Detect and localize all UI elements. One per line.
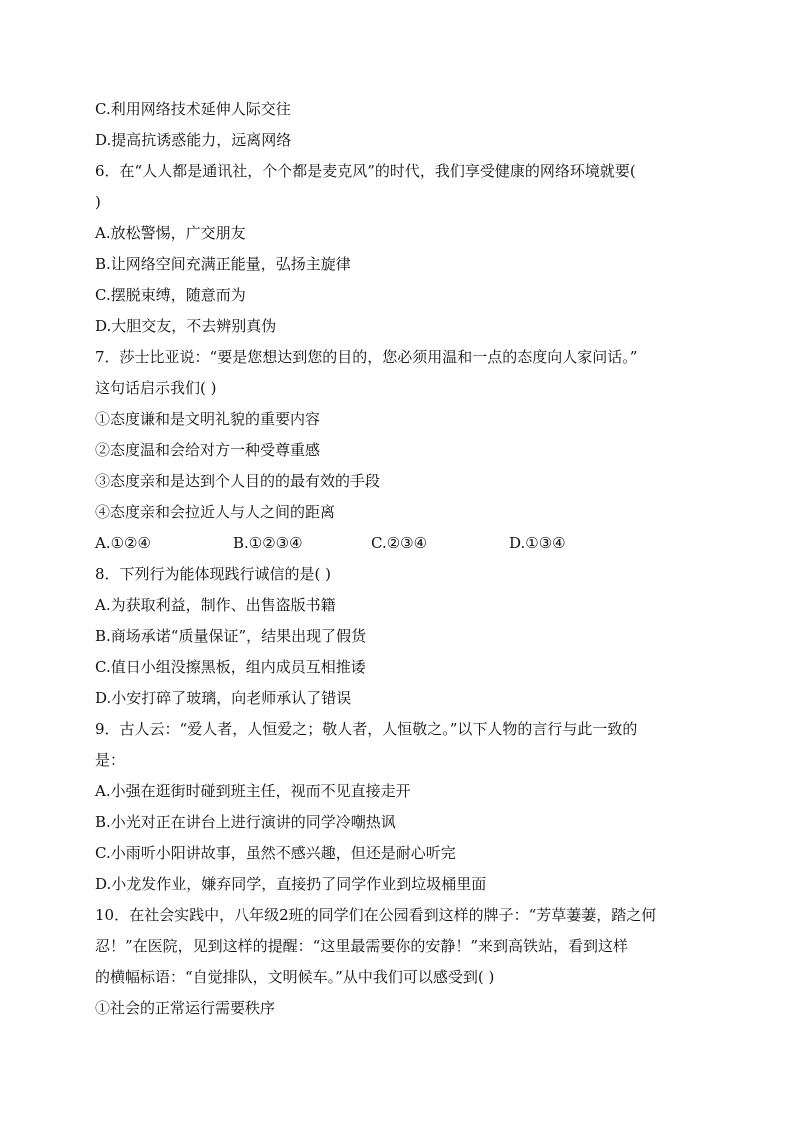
question-8-option-d: D.小安打碎了玻璃，向老师承认了错误 <box>95 689 352 707</box>
question-9-option-b: B.小光对正在讲台上进行演讲的同学冷嘲热讽 <box>95 813 396 831</box>
question-7-stem-continued: 这句话启示我们( ) <box>95 379 217 397</box>
text-line: C.利用网络技术延伸人际交往 <box>95 100 291 118</box>
question-7-options <box>95 528 705 559</box>
question-10-stem-continued: 的横幅标语：“自觉排队，文明候车。”从中我们可以感受到( ) <box>95 968 495 986</box>
question-7-option-a: A.①②④ <box>95 534 151 552</box>
question-8-stem: 8．下列行为能体现践行诚信的是( ) <box>95 565 332 583</box>
question-7-statement-4: ④态度亲和会拉近人与人之间的距离 <box>95 503 336 521</box>
question-6-option-a: A.放松警惕，广交朋友 <box>95 224 246 242</box>
question-6-option-d: D.大胆交友，不去辨别真伪 <box>95 317 277 335</box>
question-8-option-b: B.商场承诺“质量保证”，结果出现了假货 <box>95 627 367 645</box>
question-6-stem-continued: ) <box>95 193 101 211</box>
question-10-stem: 10．在社会实践中，八年级2班的同学们在公园看到这样的牌子：“芳草萋萋，踏之何 <box>95 906 657 924</box>
question-9-option-a: A.小强在逛街时碰到班主任，视而不见直接走开 <box>95 782 411 800</box>
question-10-stem-continued: 忍！”在医院，见到这样的提醒：“这里最需要你的安静！”来到高铁站，看到这样 <box>95 937 629 955</box>
question-7-statement-3: ③态度亲和是达到个人目的的最有效的手段 <box>95 472 381 490</box>
question-8-option-c: C.值日小组没擦黑板，组内成员互相推诿 <box>95 658 366 676</box>
text-line: D.提高抗诱惑能力，远离网络 <box>95 131 292 149</box>
question-9-option-c: C.小雨听小阳讲故事，虽然不感兴趣，但还是耐心听完 <box>95 844 456 862</box>
question-6-stem: 6．在“人人都是通讯社，个个都是麦克风”的时代，我们享受健康的网络环境就要( <box>95 162 636 180</box>
question-9-option-d: D.小龙发作业，嫌弃同学，直接扔了同学作业到垃圾桶里面 <box>95 875 487 893</box>
question-text <box>95 94 705 1024</box>
question-9-stem: 9．古人云：“爱人者，人恒爱之；敬人者，人恒敬之。”以下人物的言行与此一致的 <box>95 720 638 738</box>
question-8-option-a: A.为获取利益，制作、出售盗版书籍 <box>95 596 336 614</box>
question-7-statement-1: ①态度谦和是文明礼貌的重要内容 <box>95 410 321 428</box>
question-7-option-d: D.①③④ <box>509 534 566 552</box>
question-9-stem-continued: 是： <box>95 751 126 769</box>
question-6-option-c: C.摆脱束缚，随意而为 <box>95 286 246 304</box>
question-7-option-c: C.②③④ <box>371 534 428 552</box>
question-7-option-b: B.①②③④ <box>233 534 303 552</box>
question-6-option-b: B.让网络空间充满正能量，弘扬主旋律 <box>95 255 351 273</box>
question-7-statement-2: ②态度温和会给对方一种受尊重感 <box>95 441 321 459</box>
question-7-stem: 7．莎士比亚说：“要是您想达到您的目的，您必须用温和一点的态度向人家问话。” <box>95 348 638 366</box>
question-10-statement-1: ①社会的正常运行需要秩序 <box>95 999 276 1017</box>
